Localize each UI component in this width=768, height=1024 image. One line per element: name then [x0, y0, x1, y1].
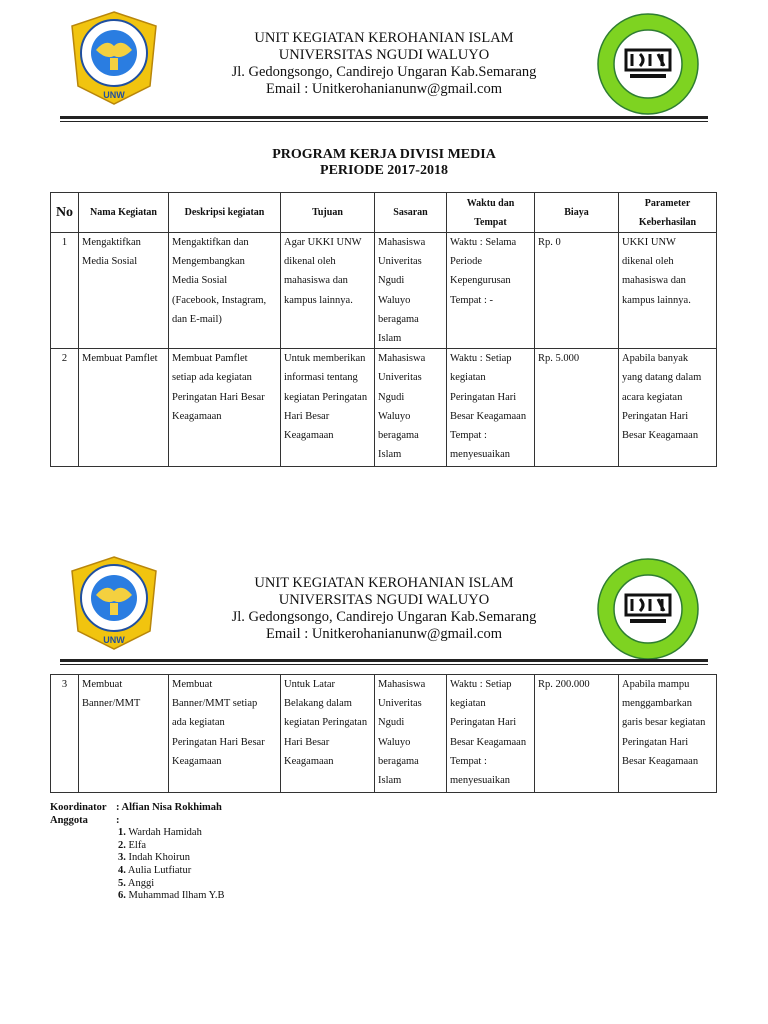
letterhead-text — [200, 30, 568, 98]
cell-biaya: Rp. 0 — [535, 233, 619, 349]
cell-line: beragama — [378, 755, 419, 767]
email: Email : Unitkerohanianunw@gmail.com — [265, 626, 503, 642]
anggota-list — [118, 827, 224, 903]
col-header-no: No — [51, 193, 79, 233]
header-rule-top — [60, 116, 708, 122]
cell-line: Keagamaan — [172, 755, 222, 767]
cell-line: Kepengurusan — [450, 275, 511, 287]
cell-line: Peringatan Hari — [450, 717, 517, 729]
table-row — [51, 675, 717, 793]
university-logo-left — [64, 8, 164, 108]
cell-line: acara kegiatan — [622, 391, 683, 403]
letterhead-top — [0, 0, 768, 110]
ukki-logo-right — [596, 12, 700, 116]
cell-nama — [79, 675, 169, 793]
cell-line: Mengaktifkan — [82, 237, 141, 248]
university-logo-left — [64, 553, 164, 653]
cell-line: Waluyo — [378, 294, 411, 306]
title-line2: PERIODE 2017-2018 — [320, 163, 448, 178]
cell-line: Waluyo — [378, 736, 411, 748]
cell-deskripsi — [169, 675, 281, 793]
cell-line: Mengembangkan — [172, 256, 245, 268]
cell-line: garis besar kegiatan — [622, 717, 706, 729]
cell-line: UKKI UNW — [622, 237, 676, 248]
cell-line: Waktu : Setiap — [450, 353, 512, 365]
cell-line: dikenal oleh — [284, 256, 336, 268]
cell-line: Besar Keagamaan — [450, 736, 527, 748]
cell-line: Peringatan Hari — [622, 736, 689, 748]
cell-line: Peringatan Hari Besar — [172, 391, 265, 403]
koordinator-label: Koordinator — [50, 802, 107, 813]
list-item — [118, 890, 224, 903]
cell-line: Media Sosial — [82, 256, 138, 268]
item-number: 5. — [118, 877, 126, 889]
table-row — [51, 233, 717, 349]
cell-line: kegiatan Peringatan — [284, 391, 368, 403]
svg-text:UNW: UNW — [103, 90, 125, 100]
col-header-parameter-l1: Parameter — [644, 197, 691, 209]
item-number: 2. — [118, 839, 126, 851]
cell-line: beragama — [378, 313, 419, 325]
cell-line: dikenal oleh — [622, 256, 674, 268]
cell-line: Ngudi — [378, 391, 405, 403]
cell-line: Apabila banyak — [622, 353, 689, 365]
cell-line: Membuat Pamflet — [172, 353, 248, 365]
cell-nama — [79, 233, 169, 349]
university-name: UNIVERSITAS NGUDI WALUYO — [278, 47, 490, 63]
svg-text:UNW: UNW — [103, 635, 125, 645]
cell-line: Untuk memberikan — [284, 353, 366, 365]
cell-line: Tempat : — [450, 430, 487, 442]
cell-line: ada kegiatan — [172, 717, 225, 729]
cell-no: 3 — [51, 675, 79, 793]
letterhead-second — [0, 545, 768, 655]
cell-line: Islam — [378, 775, 402, 787]
cell-line: setiap ada kegiatan — [172, 372, 252, 384]
cell-line: Untuk Latar — [284, 679, 336, 690]
cell-line: Univeritas — [378, 372, 422, 384]
cell-line: kampus lainnya. — [284, 294, 353, 306]
cell-line: informasi tentang — [284, 372, 358, 384]
cell-sasaran — [375, 675, 447, 793]
cell-line: Peringatan Hari — [450, 391, 517, 403]
cell-parameter — [619, 349, 717, 467]
cell-line: Tempat : — [450, 755, 487, 767]
address: Jl. Gedongsongo, Candirejo Ungaran Kab.Semarang — [231, 609, 537, 625]
cell-line: Mahasiswa — [378, 679, 426, 690]
anggota-sep: : — [116, 814, 120, 826]
anggota-label: Anggota — [50, 814, 88, 826]
cell-line: Keagamaan — [284, 430, 334, 442]
cell-sasaran — [375, 233, 447, 349]
cell-no: 1 — [51, 233, 79, 349]
col-header-nama: Nama Kegiatan — [79, 193, 169, 233]
cell-line: yang datang dalam — [622, 372, 702, 384]
email: Email : Unitkerohanianunw@gmail.com — [265, 81, 503, 97]
cell-line: Keagamaan — [284, 755, 334, 767]
cell-line: menggambarkan — [622, 698, 692, 710]
col-header-deskripsi: Deskripsi kegiatan — [169, 193, 281, 233]
cell-line: Islam — [378, 333, 402, 345]
org-name: UNIT KEGIATAN KEROHANIAN ISLAM — [254, 30, 514, 46]
cell-parameter — [619, 233, 717, 349]
col-header-parameter-l2: Keberhasilan — [638, 216, 697, 228]
cell-line: Islam — [378, 449, 402, 461]
item-number: 6. — [118, 890, 126, 902]
cell-line: Hari Besar — [284, 410, 330, 422]
cell-line: Waluyo — [378, 410, 411, 422]
item-number: 4. — [118, 864, 126, 876]
col-header-parameter — [619, 193, 717, 233]
program-table — [50, 192, 717, 467]
cell-line: mahasiswa dan — [284, 275, 348, 287]
university-name: UNIVERSITAS NGUDI WALUYO — [278, 592, 490, 608]
cell-line: Mahasiswa — [378, 237, 426, 248]
cell-line: Periode — [450, 256, 483, 268]
member-name: Wardah Hamidah — [128, 827, 202, 839]
member-name: Muhammad Ilham Y.B — [128, 890, 225, 902]
address: Jl. Gedongsongo, Candirejo Ungaran Kab.Semarang — [231, 64, 537, 80]
cell-line: Agar UKKI UNW — [284, 237, 362, 248]
cell-line: kegiatan — [450, 698, 486, 710]
cell-line: Peringatan Hari — [622, 410, 689, 422]
cell-line: Membuat Pamflet — [82, 353, 158, 365]
cell-line: Banner/MMT setiap — [172, 698, 258, 710]
ukki-logo-right — [596, 557, 700, 661]
cell-waktu — [447, 233, 535, 349]
list-item — [118, 827, 224, 840]
cell-line: dan E-mail) — [172, 313, 222, 325]
cell-line: Belakang dalam — [284, 698, 352, 710]
cell-line: Tempat : - — [450, 294, 493, 306]
cell-line: Apabila mampu — [622, 679, 690, 690]
list-item — [118, 865, 224, 878]
col-header-tujuan: Tujuan — [281, 193, 375, 233]
cell-waktu — [447, 349, 535, 467]
letterhead-text — [200, 575, 568, 643]
cell-line: Univeritas — [378, 256, 422, 268]
anggota-row — [50, 815, 224, 828]
cell-line: kegiatan Peringatan — [284, 717, 368, 729]
table-header-row — [51, 193, 717, 233]
item-number: 3. — [118, 852, 126, 864]
cell-line: beragama — [378, 430, 419, 442]
koordinator-row — [50, 802, 224, 815]
title-line1: PROGRAM KERJA DIVISI MEDIA — [272, 147, 496, 162]
org-name: UNIT KEGIATAN KEROHANIAN ISLAM — [254, 575, 514, 591]
cell-tujuan — [281, 349, 375, 467]
cell-line: (Facebook, Instagram, — [172, 294, 267, 306]
cell-line: Ngudi — [378, 717, 405, 729]
header-rule-second — [60, 659, 708, 665]
cell-line: Peringatan Hari Besar — [172, 736, 265, 748]
cell-line: Membuat — [82, 679, 123, 690]
list-item — [118, 878, 224, 891]
cell-line: Mengaktifkan dan — [172, 237, 249, 248]
cell-line: Mahasiswa — [378, 353, 426, 365]
col-header-sasaran: Sasaran — [375, 193, 447, 233]
cell-tujuan — [281, 233, 375, 349]
table-row — [51, 349, 717, 467]
cell-deskripsi — [169, 349, 281, 467]
document-title — [0, 147, 768, 179]
koordinator-value: : Alfian Nisa Rokhimah — [116, 802, 222, 813]
cell-line: Banner/MMT — [82, 698, 141, 710]
cell-line: Media Sosial — [172, 275, 228, 287]
cell-line: Besar Keagamaan — [622, 430, 699, 442]
member-name: Indah Khoirun — [128, 852, 191, 864]
program-table-continued — [50, 674, 717, 793]
cell-no: 2 — [51, 349, 79, 467]
list-item — [118, 852, 224, 865]
cell-parameter — [619, 675, 717, 793]
member-name: Anggi — [127, 877, 155, 889]
cell-line: kegiatan — [450, 372, 486, 384]
cell-line: Besar Keagamaan — [450, 410, 527, 422]
cell-line: Membuat — [172, 679, 213, 690]
cell-sasaran — [375, 349, 447, 467]
member-name: Aulia Lutfiatur — [127, 864, 192, 876]
col-header-biaya: Biaya — [535, 193, 619, 233]
member-name: Elfa — [128, 839, 146, 851]
cell-line: Waktu : Selama — [450, 237, 517, 248]
member-list — [50, 802, 224, 903]
cell-line: Waktu : Setiap — [450, 679, 512, 690]
col-header-waktu-l2: Tempat — [474, 216, 507, 228]
col-header-waktu — [447, 193, 535, 233]
cell-deskripsi — [169, 233, 281, 349]
cell-waktu — [447, 675, 535, 793]
cell-line: menyesuaikan — [450, 449, 511, 461]
cell-biaya: Rp. 200.000 — [535, 675, 619, 793]
cell-line: mahasiswa dan — [622, 275, 686, 287]
col-header-waktu-l1: Waktu dan — [466, 197, 515, 209]
cell-line: Hari Besar — [284, 736, 330, 748]
item-number: 1. — [118, 827, 126, 839]
cell-tujuan — [281, 675, 375, 793]
cell-line: Keagamaan — [172, 410, 222, 422]
cell-line: Ngudi — [378, 275, 405, 287]
cell-nama — [79, 349, 169, 467]
list-item — [118, 840, 224, 853]
cell-line: kampus lainnya. — [622, 294, 691, 306]
cell-line: menyesuaikan — [450, 775, 511, 787]
cell-line: Univeritas — [378, 698, 422, 710]
cell-biaya: Rp. 5.000 — [535, 349, 619, 467]
cell-line: Besar Keagamaan — [622, 755, 699, 767]
